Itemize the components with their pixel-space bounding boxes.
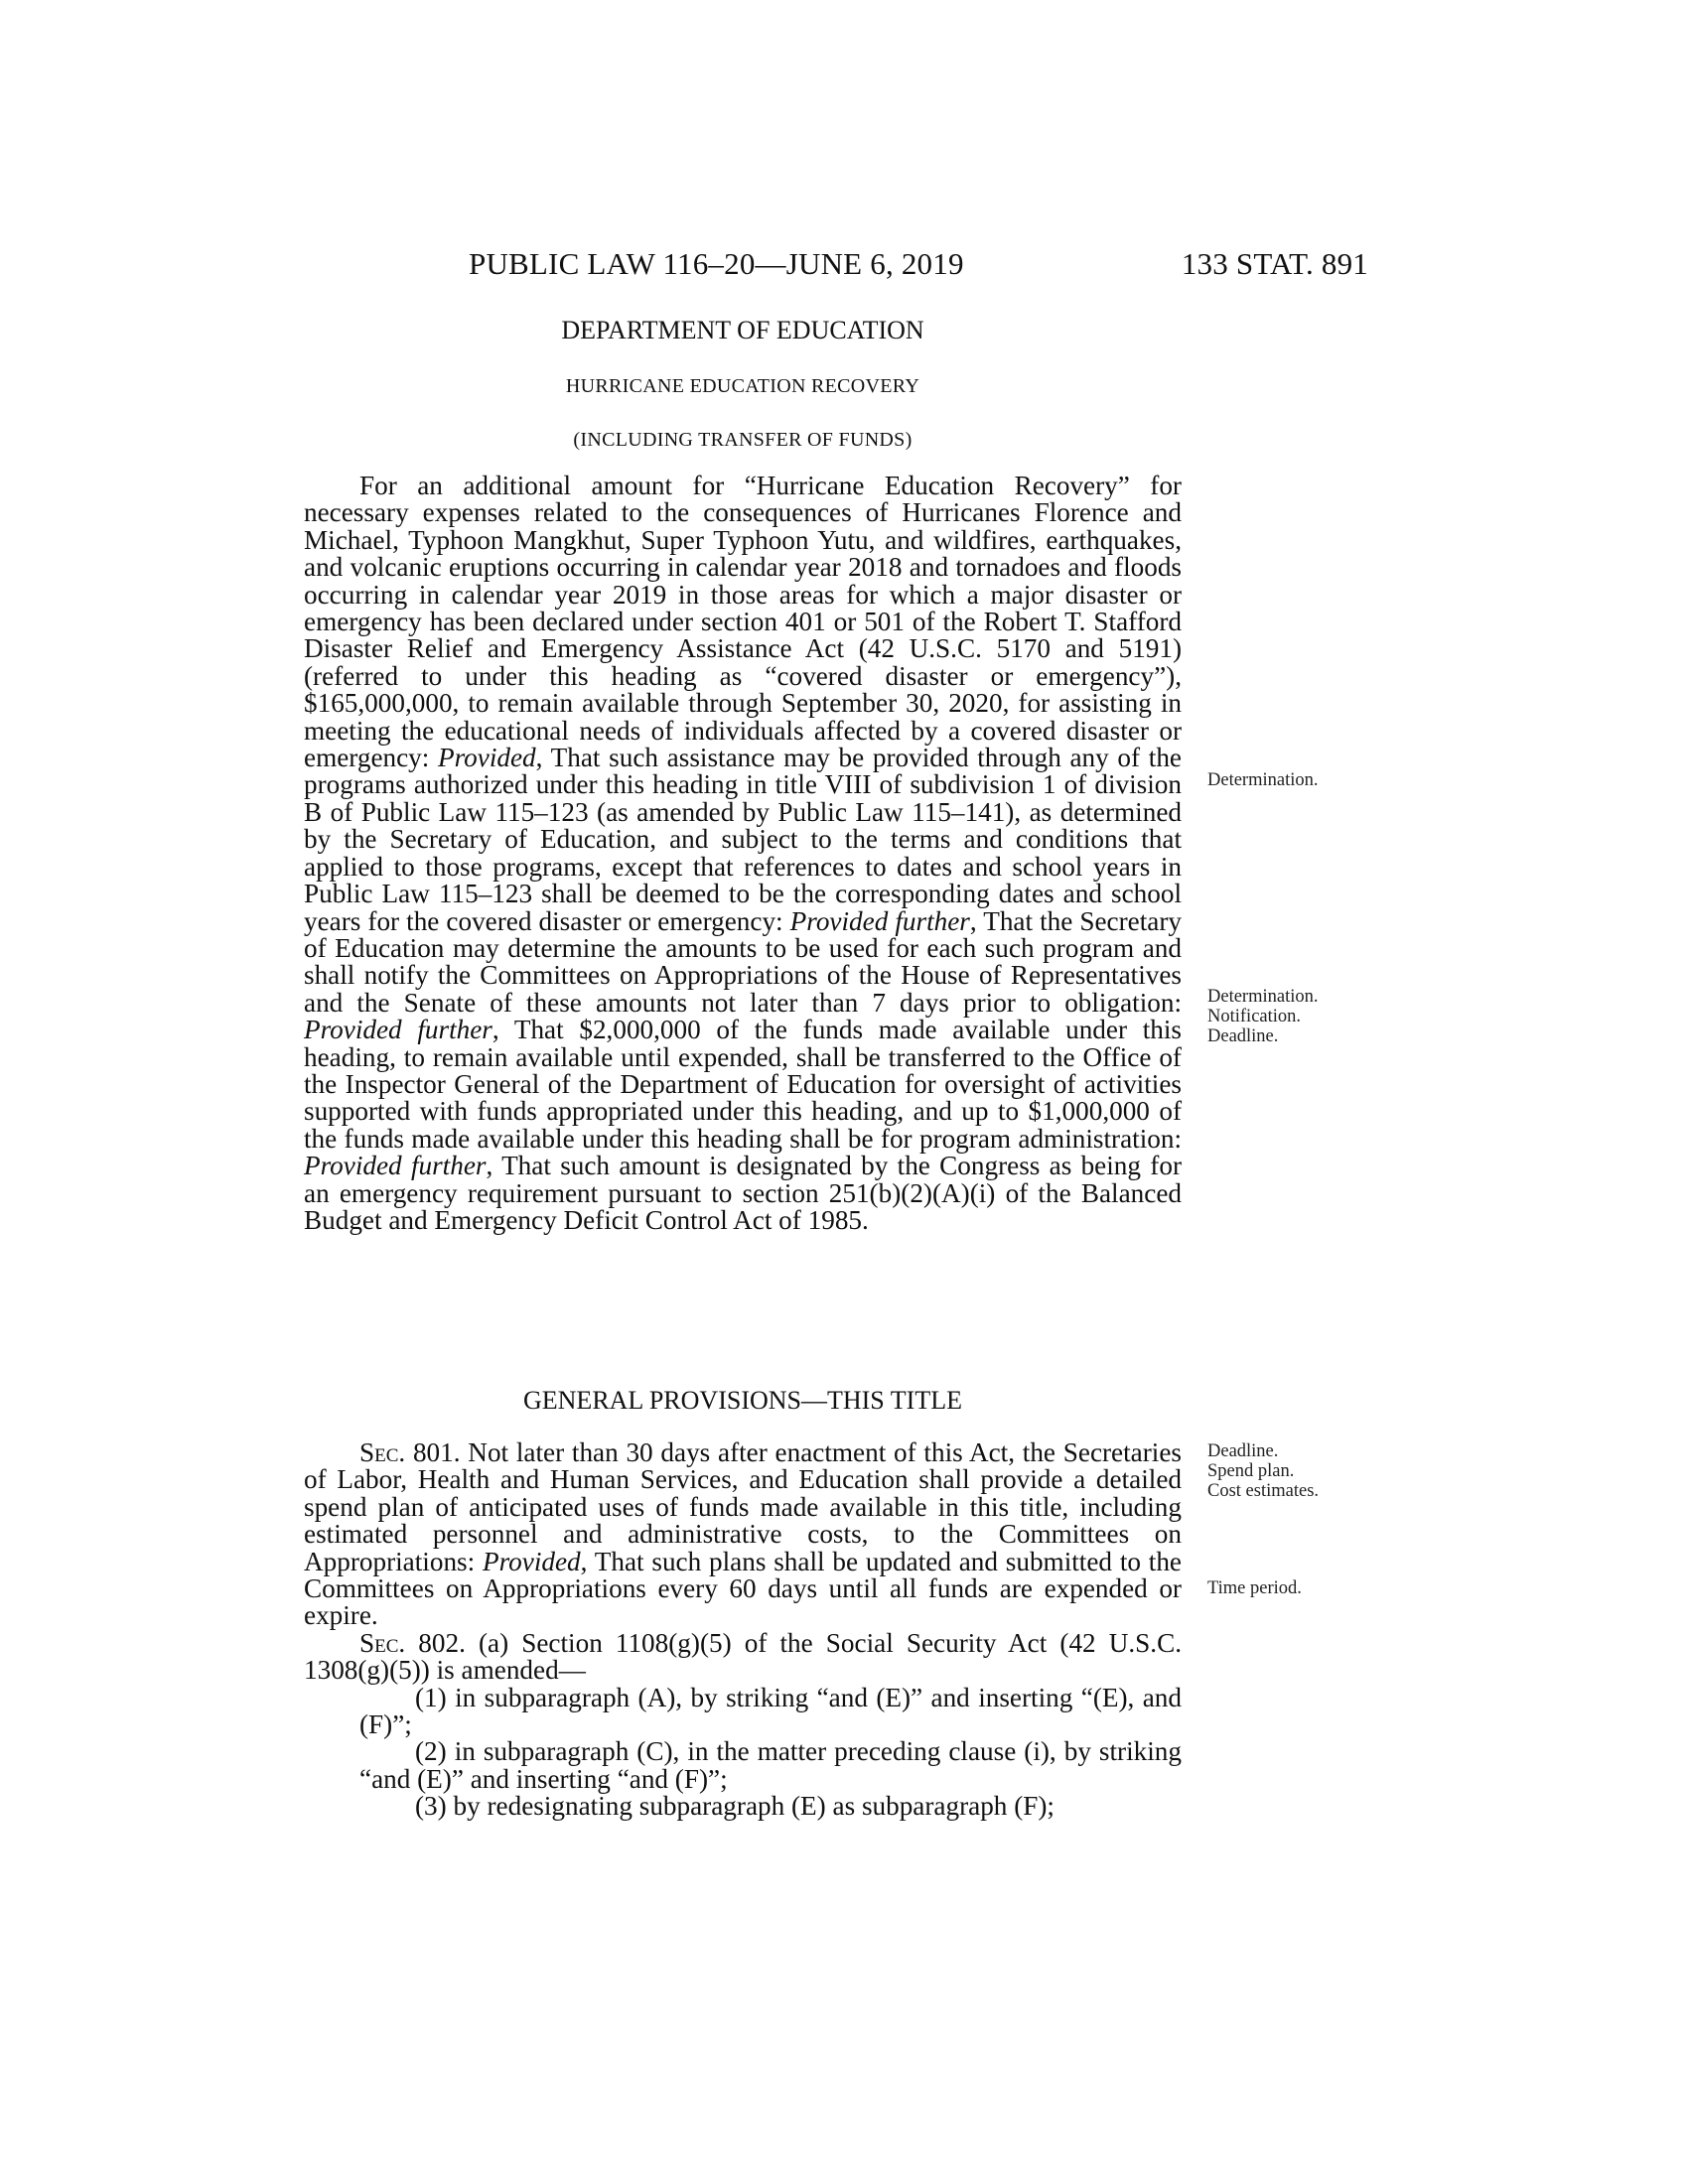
amendment-item: (2) in subparagraph (C), in the matter preceding clause (i), by striking “and (E)” and inserting “and (F)”;: [359, 1736, 1182, 1794]
transfer-subheading: (INCLUDING TRANSFER OF FUNDS): [573, 429, 913, 451]
statute-page-number: 133 STAT. 891: [1181, 246, 1368, 281]
margin-note-1: Determination.: [1207, 770, 1319, 790]
section-801: Sec. 801. Not later than 30 days after enactment of this Act, the Secretaries of Labor, Health and Human Services, and Education shall provide a detailed spend plan of anticipated uses of funds made available in this title, including estimated personnel and administrative costs, to the Committees on Appropriations: Provided, That such plans shall be updated and submitted to the Committees on Appropriations every 60 days until all funds are expended or expire.: [304, 1437, 1183, 1631]
margin-note-2: Determination. Notification. Deadline.: [1207, 987, 1319, 1046]
department-heading: DEPARTMENT OF EDUCATION: [561, 316, 924, 344]
amendment-item: (3) by redesignating subparagraph (E) as subparagraph (F);: [415, 1791, 1055, 1822]
section-802: Sec. 802. (a) Section 1108(g)(5) of the Social Security Act (42 U.S.C. 1308(g)(5)) is amended—: [304, 1627, 1182, 1686]
margin-note-3: Deadline. Spend plan. Cost estimates.: [1207, 1441, 1320, 1501]
section-label: Sec. 801.: [359, 1437, 461, 1467]
general-provisions-body: [304, 1439, 1182, 1821]
hurricane-education-recovery-paragraph: For an additional amount for “Hurricane Education Recovery” for necessary expenses related to the consequences of Hurricanes Florence and Michael, Typhoon Mangkhut, Super Typhoon Yutu, and wildfires, earthquakes, and volcanic eruptions occurring in calendar year 2018 and tornadoes and floods occurring in calendar year 2019 in those areas for which a major disaster or emergency has been declared under section 401 or 501 of the Robert T. Stafford Disaster Relief and Emergency Assistance Act (42 U.S.C. 5170 and 5191) (referred to under this heading as “covered disaster or emergency”), $165,000,000, to remain available through September 30, 2020, for assisting in meeting the educational needs of individuals affected by a covered disaster or emergency: Provided, That such assistance may be provided through any of the programs authorized under this heading in title VIII of subdivision 1 of division B of Public Law 115–123 (as amended by Public Law 115–141), as determined by the Secretary of Education, and subject to the terms and conditions that applied to those programs, except that references to dates and school years in Public Law 115–123 shall be deemed to be the corresponding dates and school years for the covered disaster or emergency: Provided further, That the Secretary of Education may determine the amounts to be used for each such program and shall notify the Committees on Appropriations of the House of Representatives and the Senate of these amounts not later than 7 days prior to obligation: Provided further, That $2,000,000 of the funds made available under this heading, to remain available until expended, shall be transferred to the Office of the Inspector General of the Department of Education for oversight of activities supported with funds appropriated under this heading, and up to $1,000,000 of the funds made available under this heading shall be for program administration: Provided further, That such amount is designated by the Congress as being for an emergency requirement pursuant to section 251(b)(2)(A)(i) of the Balanced Budget and Emergency Deficit Control Act of 1985.: [304, 471, 1182, 1235]
account-heading: HURRICANE EDUCATION RECOVERY: [565, 375, 920, 397]
public-law-citation: PUBLIC LAW 116–20—JUNE 6, 2019: [469, 246, 964, 281]
amendment-item: (1) in subparagraph (A), by striking “and (E)” and inserting “(E), and (F)”;: [359, 1682, 1182, 1740]
margin-note-4: Time period.: [1207, 1578, 1302, 1598]
general-provisions-heading: GENERAL PROVISIONS—THIS TITLE: [523, 1386, 962, 1415]
section-label: Sec. 802.: [359, 1627, 466, 1658]
